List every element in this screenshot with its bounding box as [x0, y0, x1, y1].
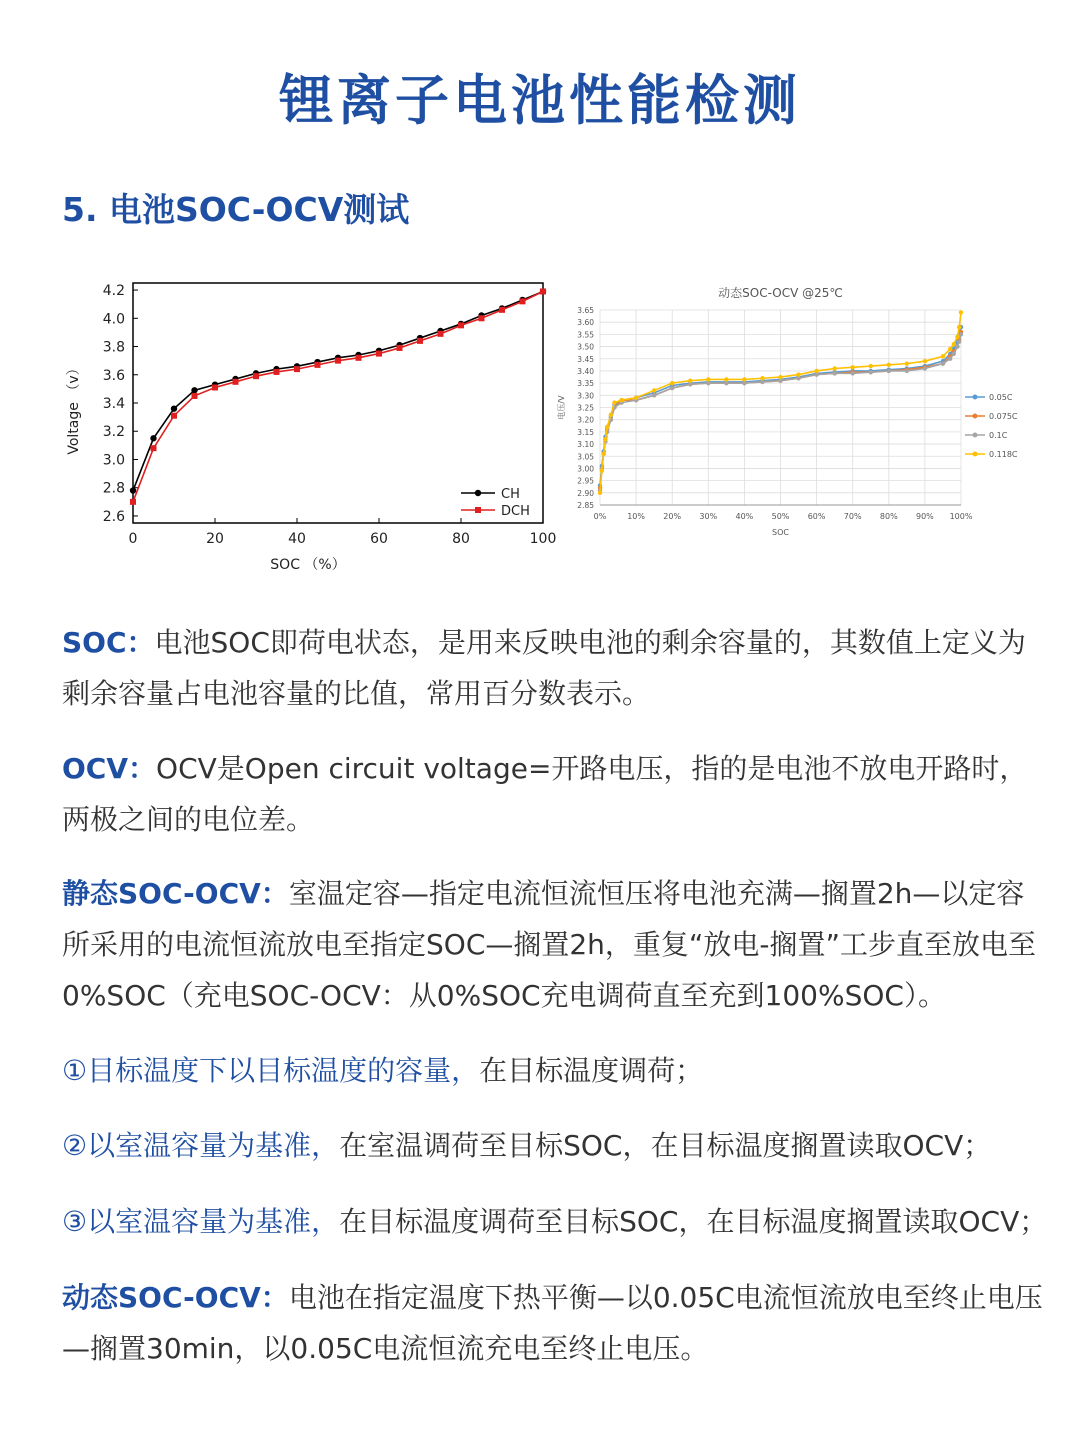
- y-tick-label: 3.60: [577, 318, 594, 328]
- data-point-0.118C: [887, 363, 891, 367]
- y-tick-label: 3.0: [102, 452, 125, 469]
- data-point-0.1C: [832, 371, 836, 375]
- y-tick-label: 3.00: [577, 464, 594, 474]
- y-tick-label: 3.30: [577, 391, 594, 401]
- legend-marker-0.05C: [973, 395, 978, 400]
- x-tick-label: 20: [206, 531, 224, 547]
- y-tick-label: 3.40: [577, 366, 594, 376]
- x-tick-label: 100%: [949, 512, 973, 521]
- data-point-0.1C: [652, 393, 656, 397]
- data-point-0.118C: [952, 342, 956, 346]
- data-point-ch: [150, 435, 156, 441]
- data-point-dch: [233, 379, 239, 385]
- y-tick-label: 3.55: [577, 330, 594, 340]
- data-point-dch: [499, 307, 505, 313]
- y-tick-label: 2.95: [577, 476, 594, 486]
- data-point-0.118C: [634, 396, 638, 400]
- data-point-0.118C: [609, 413, 613, 417]
- data-point-0.118C: [688, 378, 692, 382]
- y-tick-label: 2.6: [102, 508, 125, 525]
- data-point-dch: [458, 322, 464, 328]
- data-point-0.118C: [814, 369, 818, 373]
- legend-label: CH: [501, 487, 520, 502]
- section-heading: 5. 电池SOC-OCV测试: [62, 190, 410, 229]
- data-point-0.118C: [778, 375, 782, 379]
- x-axis-label: SOC: [772, 528, 789, 537]
- method-item-2: [62, 1120, 1052, 1171]
- x-tick-label: 60%: [807, 512, 826, 521]
- legend-marker-0.075C: [973, 414, 978, 419]
- method-item-2-text: 在室温调荷至目标SOC，在目标温度搁置读取OCV；: [339, 1129, 992, 1162]
- data-point-dch: [520, 298, 526, 304]
- data-point-0.118C: [598, 491, 602, 495]
- x-tick-label: 20%: [663, 512, 682, 521]
- x-tick-label: 40: [288, 531, 306, 547]
- data-point-0.118C: [957, 325, 961, 329]
- data-point-dch: [192, 393, 198, 399]
- data-point-0.1C: [957, 339, 961, 343]
- x-tick-label: 10%: [627, 512, 645, 521]
- x-tick-label: 30%: [699, 512, 718, 521]
- x-tick-label: 0: [128, 531, 138, 547]
- method-item-3-text: 在目标温度调荷至目标SOC，在目标温度搁置读取OCV；: [339, 1205, 1048, 1238]
- data-point-dch: [294, 366, 300, 372]
- data-point-0.1C: [923, 366, 927, 370]
- data-point-0.118C: [905, 361, 909, 365]
- data-point-0.118C: [619, 398, 623, 402]
- data-point-0.118C: [601, 452, 605, 456]
- data-point-0.1C: [905, 369, 909, 373]
- y-tick-label: 3.25: [577, 403, 594, 413]
- ocv-paragraph: [62, 743, 1052, 845]
- ocv-label: OCV：: [62, 752, 157, 785]
- y-tick-label: 2.90: [577, 488, 594, 498]
- y-tick-label: 2.8: [102, 480, 125, 497]
- data-point-dch: [417, 338, 423, 344]
- method-item-3: [62, 1196, 1052, 1247]
- x-tick-label: 40%: [735, 512, 754, 521]
- data-point-0.118C: [612, 400, 616, 404]
- static-soc-ocv-paragraph: [62, 868, 1052, 1021]
- data-point-dch: [438, 331, 444, 337]
- data-point-dch: [479, 315, 485, 321]
- data-point-0.1C: [955, 344, 959, 348]
- y-tick-label: 3.50: [577, 342, 594, 352]
- ocv-text: OCV是Open circuit voltage=开路电压，指的是电池不放电开路时，两极之间的电位差。: [62, 752, 1028, 836]
- data-point-dch: [274, 369, 280, 375]
- page-title: 锂离子电池性能检测: [279, 69, 801, 132]
- data-point-ch: [191, 387, 197, 393]
- data-point-0.118C: [600, 469, 604, 473]
- static-ocv-chart: [58, 275, 558, 585]
- y-tick-label: 3.65: [577, 306, 594, 315]
- data-point-0.118C: [923, 359, 927, 363]
- legend-label: 0.1C: [989, 431, 1008, 440]
- legend-label: DCH: [501, 504, 530, 519]
- data-point-0.1C: [869, 370, 873, 374]
- y-tick-label: 3.8: [102, 339, 125, 356]
- data-point-dch: [151, 445, 157, 451]
- data-point-0.118C: [948, 347, 952, 351]
- chart-title: 动态SOC-OCV @25℃: [718, 286, 843, 300]
- data-point-0.118C: [955, 335, 959, 339]
- data-point-dch: [212, 384, 218, 390]
- x-tick-label: 50%: [771, 512, 790, 521]
- data-point-0.118C: [832, 366, 836, 370]
- data-point-dch: [540, 288, 546, 294]
- legend-label: 0.05C: [989, 393, 1013, 402]
- x-axis-label: SOC （%）: [270, 557, 346, 573]
- y-tick-label: 3.15: [577, 427, 594, 437]
- data-point-0.1C: [941, 361, 945, 365]
- soc-label: SOC：: [62, 626, 155, 659]
- data-point-0.118C: [724, 377, 728, 381]
- data-point-0.1C: [851, 371, 855, 375]
- method-item-3-label: ③以室温容量为基准，: [62, 1205, 340, 1238]
- y-tick-label: 3.6: [102, 367, 125, 384]
- y-tick-label: 3.20: [577, 415, 594, 425]
- soc-text: 电池SOC即荷电状态，是用来反映电池的剩余容量的，其数值上定义为剩余容量占电池容量的比值，常用百分数表示。: [62, 626, 1026, 710]
- legend-marker-0.118C: [973, 452, 978, 457]
- data-point-0.118C: [959, 310, 963, 314]
- y-tick-label: 2.85: [577, 501, 594, 510]
- static-soc-ocv-text: 室温定容—指定电流恒流恒压将电池充满—搁置2h—以定容所采用的电流恒流放电至指定SOC—搁置2h，重复“放电-搁置”工步直至放电至0%SOC（充电SOC-OCV：从0%SOC充电调荷直至充到100%SOC）。: [62, 877, 1037, 1012]
- data-point-ch: [130, 487, 136, 493]
- x-tick-label: 70%: [843, 512, 862, 521]
- method-item-1-label: ①目标温度下以目标温度的容量，: [62, 1054, 480, 1087]
- y-tick-label: 3.4: [102, 396, 125, 412]
- legend-marker-dch: [475, 507, 481, 513]
- data-point-dch: [253, 373, 259, 379]
- data-point-0.1C: [887, 369, 891, 373]
- data-point-0.118C: [760, 376, 764, 380]
- y-tick-label: 3.45: [577, 354, 594, 364]
- data-point-0.1C: [670, 386, 674, 390]
- legend-label: 0.118C: [989, 450, 1018, 459]
- x-tick-label: 0%: [593, 512, 607, 521]
- data-point-dch: [130, 499, 136, 505]
- data-point-0.118C: [869, 364, 873, 368]
- y-tick-label: 3.35: [577, 379, 594, 389]
- data-point-0.118C: [706, 377, 710, 381]
- data-point-ch: [171, 405, 177, 411]
- method-item-2-label: ②以室温容量为基准，: [62, 1129, 340, 1162]
- static-soc-ocv-label: 静态SOC-OCV：: [62, 877, 289, 910]
- x-tick-label: 90%: [916, 512, 934, 521]
- data-point-dch: [356, 355, 362, 361]
- y-tick-label: 4.0: [102, 311, 125, 328]
- data-point-0.118C: [605, 425, 609, 429]
- data-point-0.1C: [948, 357, 952, 361]
- y-tick-label: 3.2: [102, 424, 125, 441]
- data-point-0.118C: [652, 388, 656, 392]
- data-point-0.118C: [941, 354, 945, 358]
- y-axis-label: 电压/V: [557, 395, 566, 420]
- y-tick-label: 4.2: [102, 283, 125, 300]
- dynamic-ocv-chart: [550, 275, 1030, 545]
- data-point-0.118C: [670, 381, 674, 385]
- x-tick-label: 80: [452, 531, 470, 547]
- x-tick-label: 80%: [879, 512, 898, 521]
- data-point-dch: [171, 413, 177, 419]
- data-point-dch: [376, 351, 382, 357]
- soc-paragraph: [62, 617, 1052, 719]
- data-point-0.118C: [851, 365, 855, 369]
- x-tick-label: 100: [529, 531, 557, 547]
- data-point-dch: [315, 362, 321, 368]
- dynamic-soc-ocv-label: 动态SOC-OCV：: [62, 1281, 289, 1314]
- dynamic-soc-ocv-paragraph: [62, 1272, 1052, 1374]
- x-tick-label: 60: [370, 531, 388, 547]
- method-item-1: [62, 1045, 1052, 1096]
- data-point-dch: [397, 345, 403, 351]
- data-point-0.118C: [742, 377, 746, 381]
- data-point-0.1C: [952, 352, 956, 356]
- y-tick-label: 3.05: [577, 452, 594, 462]
- legend-label: 0.075C: [989, 412, 1018, 421]
- legend-marker-ch: [475, 490, 481, 496]
- data-point-0.1C: [959, 332, 963, 336]
- dynamic-soc-ocv-text: 电池在指定温度下热平衡—以0.05C电流恒流放电至终止电压—搁置30min，以0.05C电流恒流充电至终止电压。: [62, 1281, 1043, 1365]
- data-point-0.118C: [796, 372, 800, 376]
- legend-marker-0.1C: [973, 433, 978, 438]
- data-point-0.118C: [603, 437, 607, 441]
- y-axis-label: Voltage （v）: [66, 361, 82, 455]
- data-point-dch: [335, 358, 341, 364]
- y-tick-label: 3.10: [577, 440, 594, 450]
- method-item-1-text: 在目标温度调荷；: [479, 1054, 704, 1087]
